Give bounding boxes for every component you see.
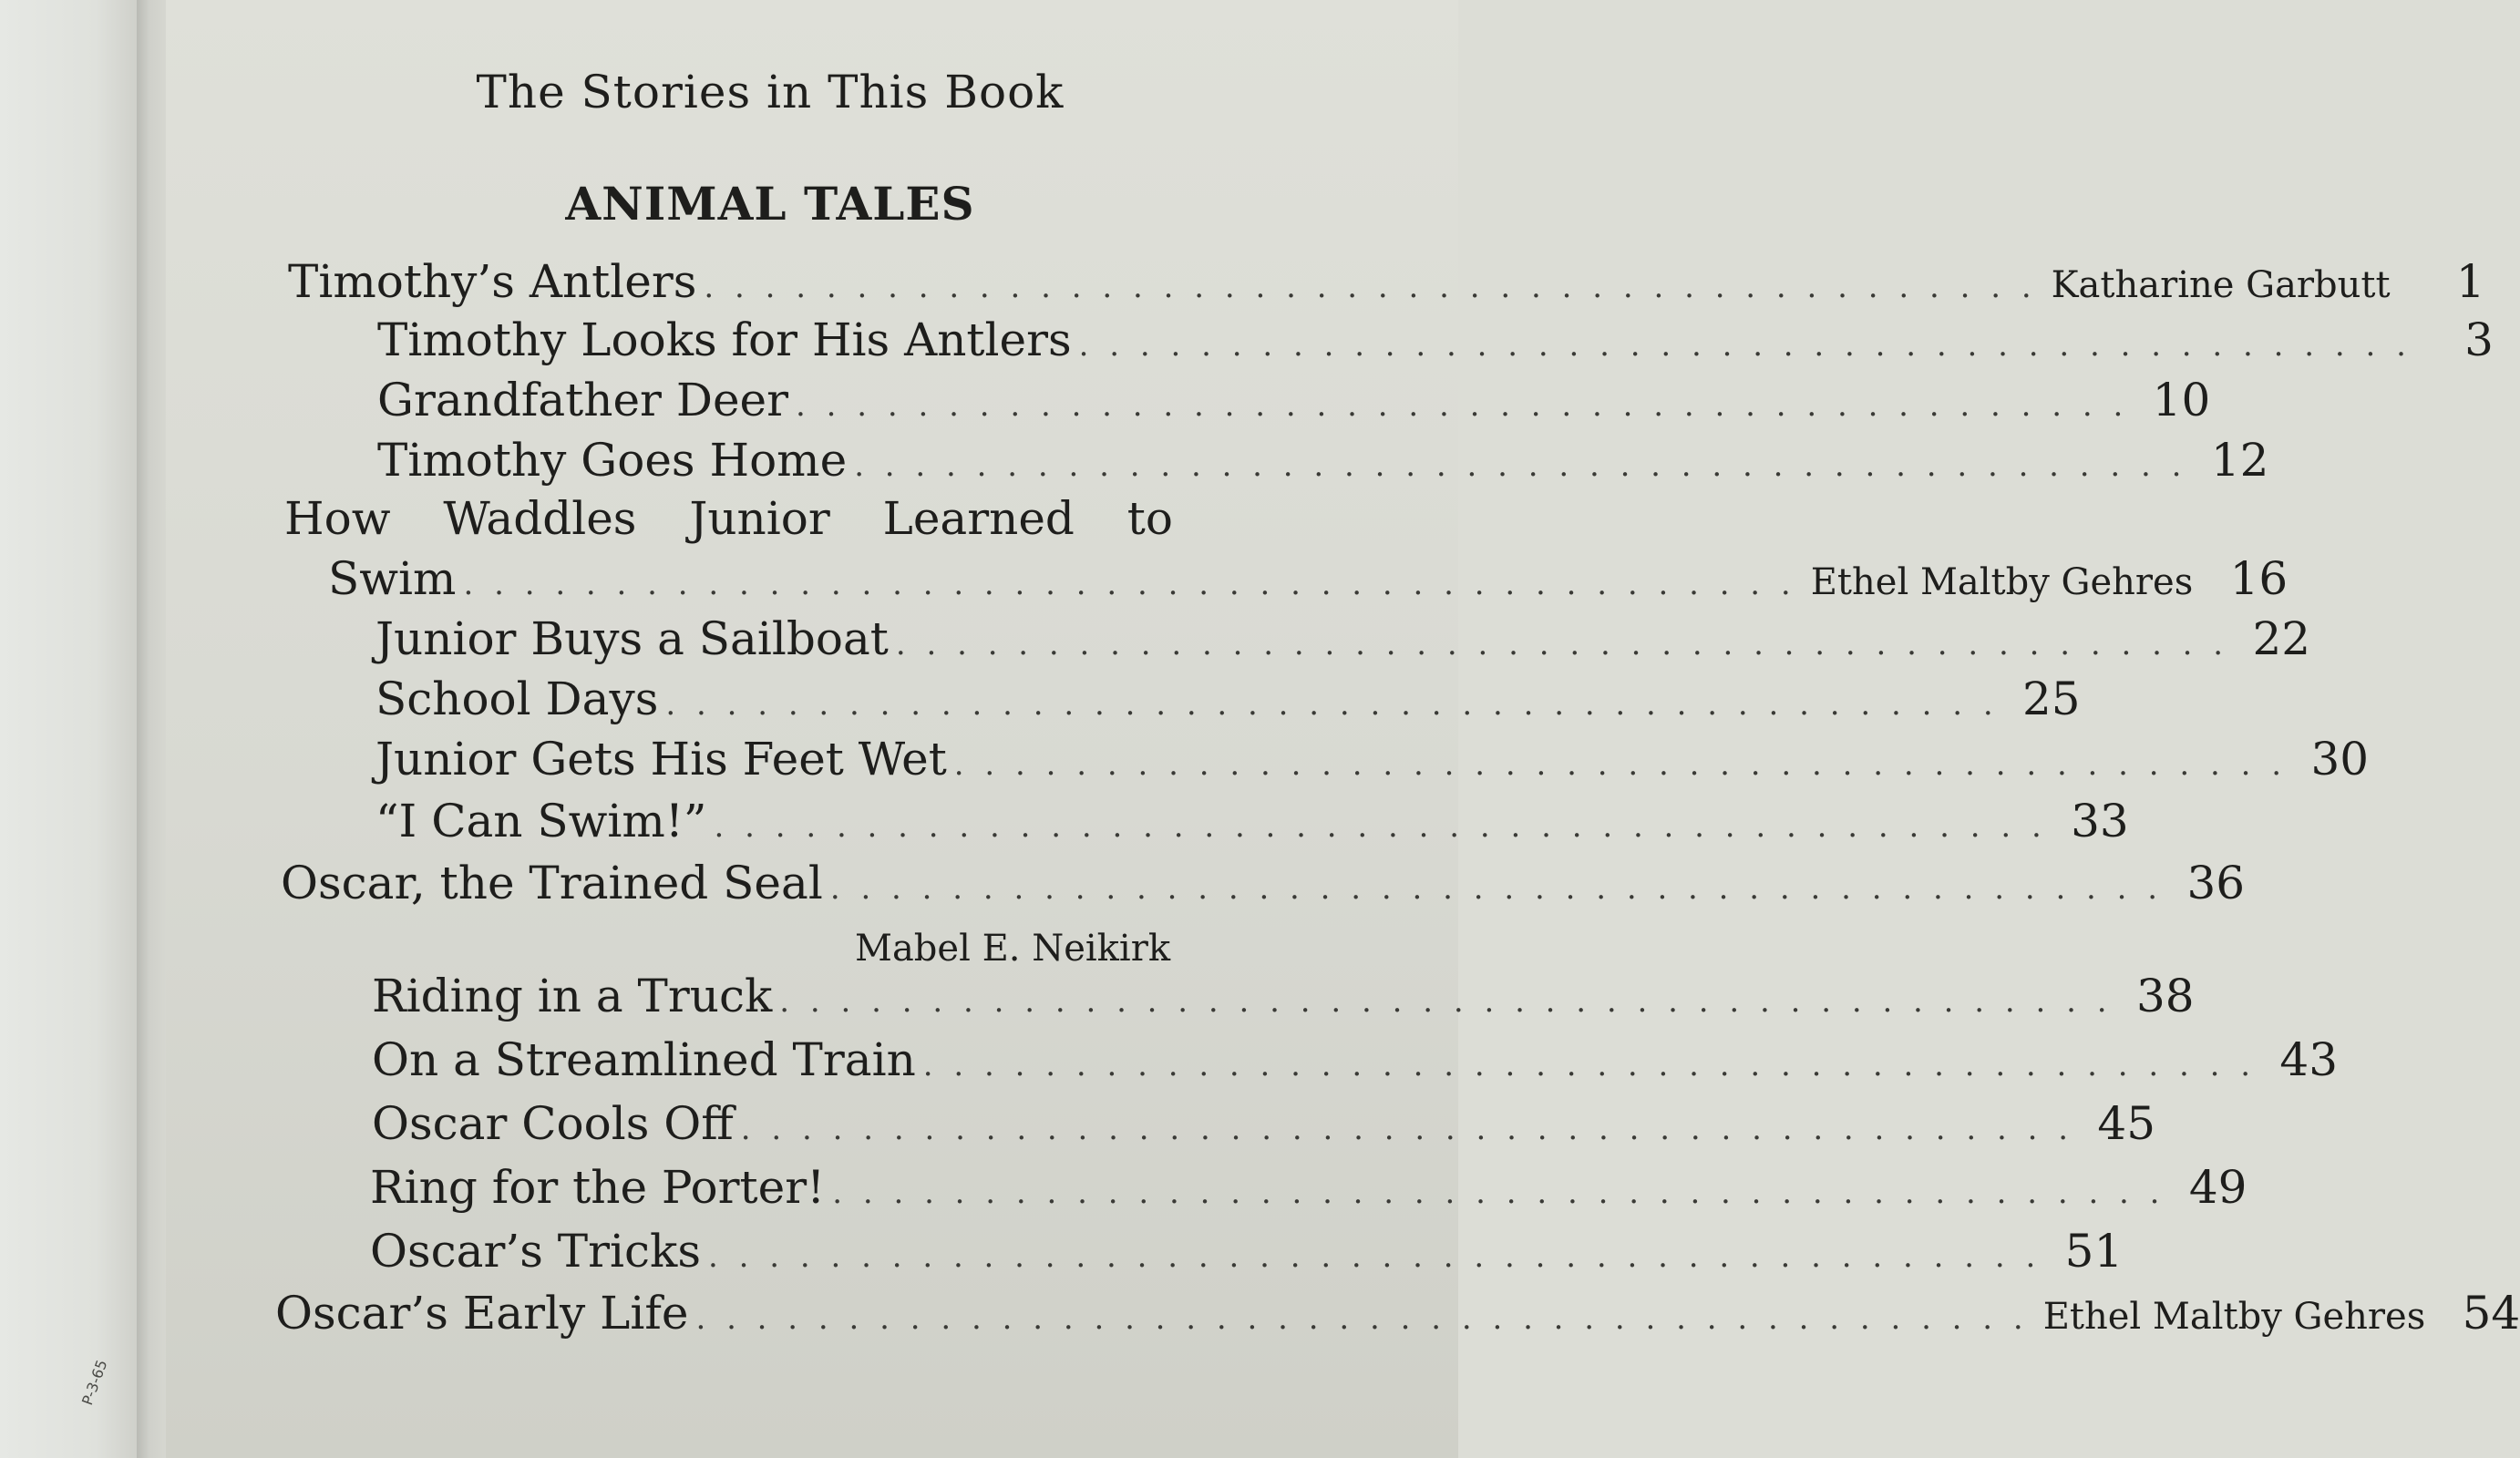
leader-dots: . . . . . . . . . . . . . . . . . . . . . . . . . . . . . . . . . . . . . . . . . . . .: [740, 1111, 2074, 1147]
leader-dots: . . . . . . . . . . . . . . . . . . . . . . . . . . . . . . . . . . . . . . . . . . . .: [854, 447, 2187, 484]
entry-page: 16: [2229, 552, 2289, 605]
toc-entry: [377, 374, 2211, 428]
entry-page: 54: [2462, 1287, 2520, 1340]
entry-title: Oscar, the Trained Seal: [281, 857, 823, 909]
leader-dots: . . . . . . . . . . . . . . . . . . . . . . . . . . . . . . . . . . . . . . . . . . . .: [708, 1238, 2042, 1275]
toc-entry: [375, 795, 2129, 849]
title-word: Junior: [689, 492, 830, 545]
leader-dots: . . . . . . . . . . . . . . . . . . . . . . . . . . . . . . . . . . . . . . . . . . . .: [695, 1300, 2029, 1337]
leader-dots: . . . . . . . . . . . . . . . . . . . . . . . . . . . . . . . . . . . . . . . . . . . .: [953, 746, 2288, 783]
toc-entry: [370, 1225, 2124, 1279]
toc-entry: [372, 1097, 2156, 1152]
toc-entry: [281, 857, 2246, 911]
entry-title: Timothy Goes Home: [377, 434, 848, 487]
leader-dots: . . . . . . . . . . . . . . . . . . . . . . . . . . . . . . . . . . . . . . . . . . . .: [714, 808, 2047, 845]
toc-entry: [377, 434, 2269, 488]
leader-dots: . . . . . . . . . . . . . . . . . . . . . . . . . . . . . . . . . . . . . . . . . . . .: [796, 387, 2129, 424]
entry-title: Junior Gets His Feet Wet: [375, 733, 947, 785]
toc-entry: [372, 970, 2195, 1024]
section-title: ANIMAL TALES: [565, 177, 975, 231]
entry-page: 3: [2464, 313, 2494, 366]
entry-author: Katharine Garbutt: [2051, 264, 2391, 306]
leader-dots: . . . . . . . . . . . . . . . . . . . . . . . . . . . . . . . . . . . . . . . . . . . .: [895, 626, 2229, 662]
title-word: How: [284, 492, 391, 545]
entry-title: On a Streamlined Train: [372, 1033, 916, 1086]
entry-title: Swim: [328, 552, 457, 605]
leader-dots: . . . . . . . . . . . . . . . . . . . . . . . . . . . . . . . . . . . . . . . . . . . .: [922, 1047, 2257, 1083]
toc-entry: [375, 733, 2370, 787]
entry-page: 49: [2188, 1161, 2247, 1214]
toc-entry: [328, 552, 2289, 607]
leader-dots: . . . . . . . . . . . . . . . . . . . . . . . . . . . . . . . . . . . . . . . . . . . .: [832, 1175, 2165, 1211]
entry-page: 51: [2064, 1225, 2124, 1278]
entry-author: Ethel Maltby Gehres: [2042, 1296, 2426, 1338]
leader-dots: . . . . . . . . . . . . . . . . . . . . . . . . . . . . . . . . . . . . . . . . . . . .: [463, 566, 1796, 602]
page-title: The Stories in This Book: [476, 66, 1065, 118]
entry-page: 12: [2210, 434, 2269, 487]
entry-title: Timothy Looks for His Antlers: [377, 313, 1072, 366]
toc-entry: [288, 255, 2485, 310]
entry-title-line: [284, 492, 1173, 545]
title-word: Learned: [882, 492, 1075, 545]
leader-dots: . . . . . . . . . . . . . . . . . . . . . . . . . . . . . . . . . . . . . . . . . . . .: [704, 269, 2037, 305]
entry-title: “I Can Swim!”: [375, 795, 707, 847]
entry-page: 30: [2310, 733, 2370, 785]
entry-page: 43: [2279, 1033, 2339, 1086]
toc-entry: [375, 673, 2081, 727]
entry-title: School Days: [375, 673, 659, 725]
toc-entry: [377, 313, 2494, 368]
entry-title: Oscar’s Early Life: [275, 1287, 689, 1340]
entry-author: Ethel Maltby Gehres: [1810, 561, 2194, 603]
entry-title: Grandfather Deer: [377, 374, 789, 426]
entry-title: Timothy’s Antlers: [288, 255, 697, 308]
toc-entry: [370, 1161, 2247, 1216]
title-word: to: [1126, 492, 1173, 545]
margin-note: P-3-65: [78, 1357, 111, 1408]
entry-page: 10: [2152, 374, 2211, 426]
entry-page: 36: [2186, 857, 2246, 909]
entry-page: 33: [2071, 795, 2129, 847]
entry-title: Junior Buys a Sailboat: [375, 612, 889, 665]
entry-title: Riding in a Truck: [372, 970, 773, 1022]
leader-dots: . . . . . . . . . . . . . . . . . . . . . . . . . . . . . . . . . . . . . . . . . . . .: [1078, 327, 2412, 364]
entry-page: 1: [2455, 255, 2485, 308]
entry-title: Oscar Cools Off: [372, 1097, 734, 1150]
entry-page: 38: [2135, 970, 2195, 1022]
toc-entry: [375, 612, 2311, 667]
leader-dots: . . . . . . . . . . . . . . . . . . . . . . . . . . . . . . . . . . . . . . . . . . . .: [779, 983, 2113, 1020]
entry-author: Mabel E. Neikirk: [855, 928, 1171, 970]
entry-title: Oscar’s Tricks: [370, 1225, 702, 1278]
entry-page: 22: [2252, 612, 2311, 665]
entry-title: Ring for the Porter!: [370, 1161, 826, 1214]
toc-entry: [275, 1287, 2520, 1341]
entry-page: 45: [2097, 1097, 2156, 1150]
entry-page: 25: [2022, 673, 2081, 725]
leader-dots: . . . . . . . . . . . . . . . . . . . . . . . . . . . . . . . . . . . . . . . . . . . .: [829, 870, 2164, 907]
title-word: Waddles: [443, 492, 637, 545]
leader-dots: . . . . . . . . . . . . . . . . . . . . . . . . . . . . . . . . . . . . . . . . . . . .: [665, 686, 1999, 723]
toc-entry: [372, 1033, 2339, 1088]
